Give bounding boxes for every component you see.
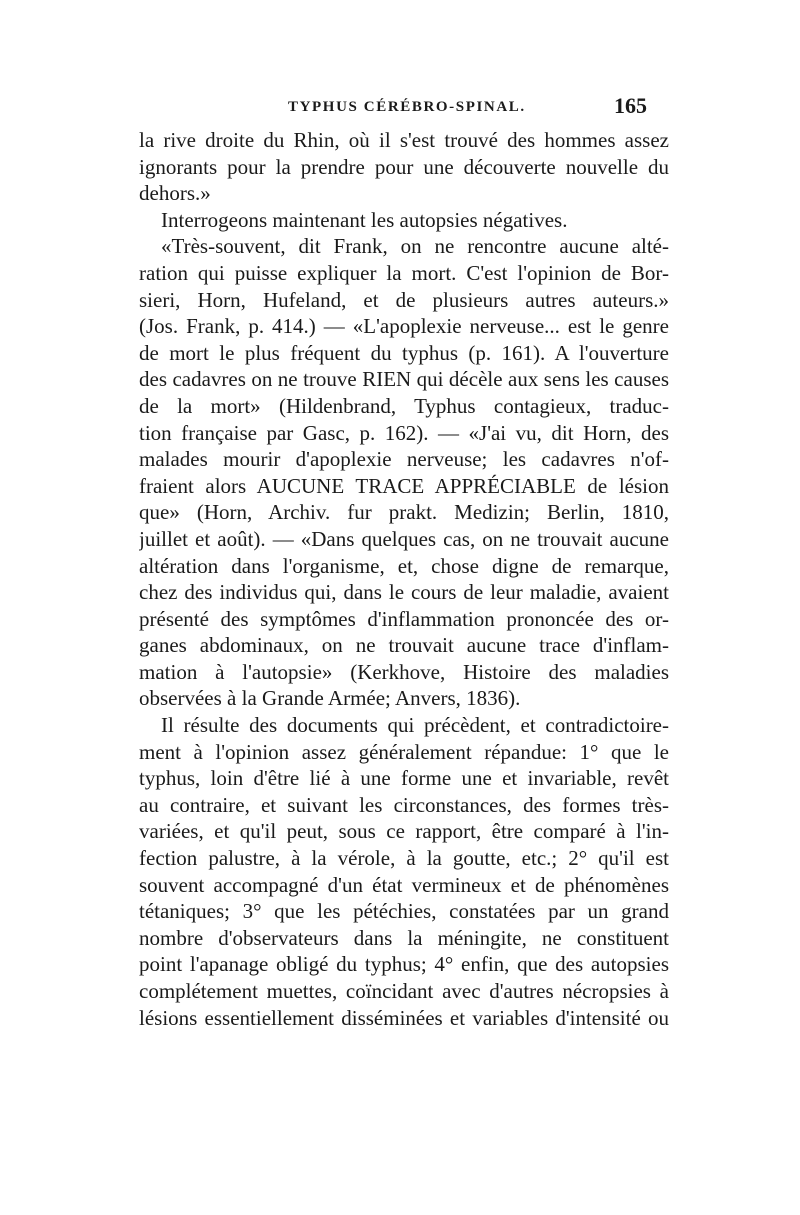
text-line: présenté des symptômes d'inflammation prononcée des or-: [139, 606, 669, 631]
text-line: la rive droite du Rhin, où il s'est trouvé des hommes assez: [139, 128, 669, 152]
paragraph-first-line: «Très-souvent, dit Frank, on ne rencontre aucune alté-: [161, 234, 669, 259]
text-line: souvent accompagné d'un état vermineux et de phénomènes: [139, 872, 669, 897]
text-line: observées à la Grande Armée; Anvers, 1836).: [139, 686, 521, 711]
text-line: malades mourir d'apoplexie nerveuse; les cadavres n'of-: [139, 447, 669, 472]
text-line: ration qui puisse expliquer la mort. C'est l'opinion de Bor-: [139, 260, 669, 285]
running-head: [0, 93, 800, 123]
text-line: juillet et août). — «Dans quelques cas, on ne trouvait aucune: [139, 526, 669, 551]
text-line: chez des individus qui, dans le cours de leur maladie, avaient: [139, 580, 669, 605]
text-line: complétement muettes, coïncidant avec d'autres nécropsies à: [139, 979, 669, 1003]
text-line: de la mort» (Hildenbrand, Typhus contagieux, traduc-: [139, 393, 669, 418]
text-line: au contraire, et suivant les circonstances, des formes très-: [139, 792, 669, 817]
text-line: altération dans l'organisme, et, chose digne de remarque,: [139, 553, 669, 578]
text-line: variées, et qu'il peut, sous ce rapport, être comparé à l'in-: [139, 819, 669, 844]
text-line: de mort le plus fréquent du typhus (p. 161). A l'ouverture: [139, 340, 669, 365]
text-line: nombre d'observateurs dans la méningite, ne constituent: [139, 925, 669, 950]
text-line: mation à l'autopsie» (Kerkhove, Histoire des maladies: [139, 659, 669, 684]
text-line: dehors.»: [139, 181, 211, 206]
text-line: sieri, Horn, Hufeland, et de plusieurs autres auteurs.»: [139, 287, 669, 312]
body-text: [139, 127, 669, 1031]
text-line: fection palustre, à la vérole, à la goutte, etc.; 2° qu'il est: [139, 846, 669, 871]
text-line: lésions essentiellement disséminées et variables d'intensité ou: [139, 1005, 669, 1030]
text-line: ganes abdominaux, on ne trouvait aucune trace d'inflam-: [139, 633, 669, 658]
text-line: ignorants pour la prendre pour une découverte nouvelle du: [139, 154, 669, 179]
text-line: tétaniques; 3° que les pétéchies, constatées par un grand: [139, 899, 669, 924]
paragraph-first-line: Interrogeons maintenant les autopsies négatives.: [161, 207, 568, 232]
text-line: ment à l'opinion assez généralement répandue: 1° que le: [139, 739, 669, 764]
text-line: des cadavres on ne trouve RIEN qui décèle aux sens les causes: [139, 367, 669, 392]
text-line: typhus, loin d'être lié à une forme une et invariable, revêt: [139, 766, 669, 791]
page-number: 165: [614, 93, 647, 118]
running-title: TYPHUS CÉRÉBRO-SPINAL.: [288, 99, 526, 115]
text-line: tion française par Gasc, p. 162). — «J'ai vu, dit Horn, des: [139, 420, 669, 445]
text-line: que» (Horn, Archiv. fur prakt. Medizin; Berlin, 1810,: [139, 500, 669, 525]
paragraph-first-line: Il résulte des documents qui précèdent, et contradictoire-: [161, 713, 669, 738]
text-line: (Jos. Frank, p. 414.) — «L'apoplexie nerveuse... est le genre: [139, 314, 669, 339]
text-line: fraient alors AUCUNE TRACE APPRÉCIABLE de lésion: [139, 473, 669, 498]
text-line: point l'apanage obligé du typhus; 4° enfin, que des autopsies: [139, 952, 669, 977]
